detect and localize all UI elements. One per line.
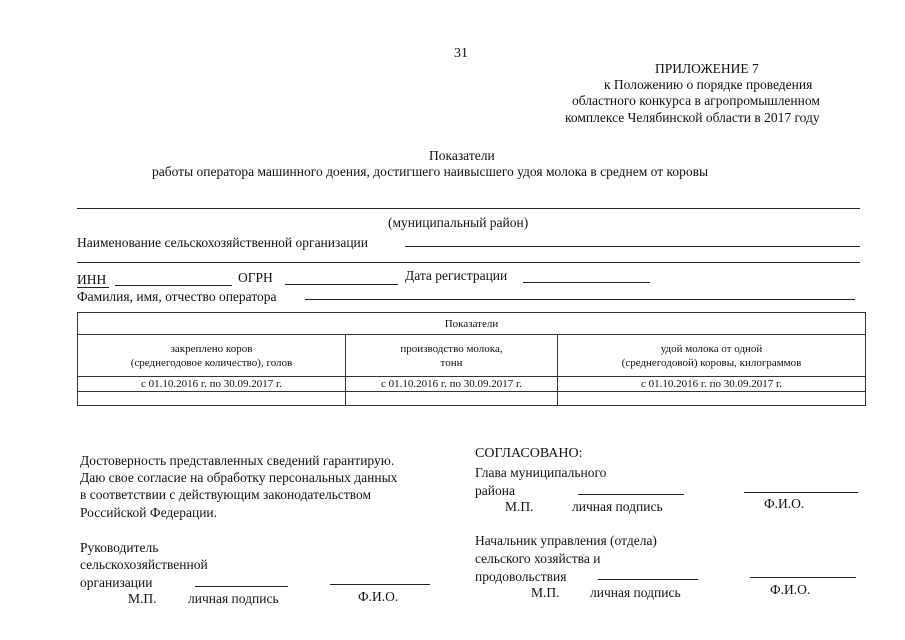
appendix-title: ПРИЛОЖЕНИЕ 7 (655, 61, 759, 76)
head-fio-line[interactable] (330, 584, 430, 585)
value-cell-cows[interactable] (78, 392, 346, 406)
period-cell-milk-yield: с 01.10.2016 г. по 30.09.2017 г. (558, 377, 866, 392)
guarantee-line-3: в соответствии с действующим законодательством (80, 487, 372, 502)
appendix-line-1: к Положению о порядке проведения (604, 77, 813, 92)
document-subtitle: работы оператора машинного доения, достигшего наивысшего удоя молока в среднем от коровы (152, 164, 709, 179)
district-head-stamp-label: М.П. (505, 499, 534, 514)
chief-signature-label: личная подпись (590, 585, 681, 600)
district-head-fio-line[interactable] (744, 492, 858, 493)
column-header-cows: закреплено коров (среднегодовое количество), голов (78, 335, 346, 377)
appendix-line-2: областного конкурса в агропромышленном (572, 93, 820, 108)
column-header-milk-yield: удой молока от одной (среднегодовой) коровы, килограммов (558, 335, 866, 377)
chief-line-3: продовольствия (475, 569, 567, 584)
chief-stamp-label: М.П. (531, 585, 560, 600)
document-title: Показатели (429, 148, 495, 163)
chief-fio-line[interactable] (750, 577, 856, 578)
page-number: 31 (454, 46, 468, 61)
inn-field-line[interactable] (115, 285, 232, 286)
org-name-label: Наименование сельскохозяйственной организации (77, 235, 369, 250)
chief-line-1: Начальник управления (отдела) (475, 533, 657, 548)
table-header: Показатели (78, 313, 866, 335)
head-signature-label: личная подпись (188, 591, 279, 606)
period-cell-milk-production: с 01.10.2016 г. по 30.09.2017 г. (346, 377, 558, 392)
district-head-fio-label: Ф.И.О. (764, 496, 805, 511)
chief-fio-label: Ф.И.О. (770, 582, 811, 597)
approved-heading: СОГЛАСОВАНО: (475, 446, 583, 461)
district-head-signature-label: личная подпись (572, 499, 663, 514)
value-cell-milk-yield[interactable] (558, 392, 866, 406)
head-line-3: организации (80, 575, 153, 590)
org-name-field-line-2[interactable] (77, 262, 860, 263)
reg-date-label: Дата регистрации (405, 268, 508, 283)
org-name-field-line[interactable] (405, 246, 860, 247)
ogrn-field-line[interactable] (285, 284, 398, 285)
ogrn-label: ОГРН (238, 270, 273, 285)
district-head-line-2: района (475, 483, 515, 498)
district-head-signature-line[interactable] (578, 494, 684, 495)
guarantee-line-2: Даю свое согласие на обработку персональных данных (80, 470, 398, 485)
inn-label: ИНН (77, 272, 107, 287)
operator-name-field-line[interactable] (305, 299, 855, 300)
chief-line-2: сельского хозяйства и (475, 551, 601, 566)
column-header-milk-production: производство молока, тонн (346, 335, 558, 377)
appendix-line-3: комплексе Челябинской области в 2017 году (565, 110, 820, 125)
inn-underline (77, 287, 109, 288)
head-line-2: сельскохозяйственной (80, 557, 208, 572)
operator-name-label: Фамилия, имя, отчество оператора (77, 289, 277, 304)
value-cell-milk-production[interactable] (346, 392, 558, 406)
head-line-1: Руководитель (80, 540, 159, 555)
guarantee-line-1: Достоверность представленных сведений гарантирую. (80, 453, 395, 468)
district-head-line-1: Глава муниципального (475, 465, 607, 480)
head-signature-line[interactable] (195, 586, 288, 587)
guarantee-line-4: Российской Федерации. (80, 505, 218, 520)
indicators-table (77, 312, 866, 406)
head-stamp-label: М.П. (128, 591, 157, 606)
head-fio-label: Ф.И.О. (358, 589, 399, 604)
chief-signature-line[interactable] (598, 579, 698, 580)
reg-date-field-line[interactable] (523, 282, 650, 283)
district-caption: (муниципальный район) (388, 215, 529, 230)
district-field-line[interactable] (77, 208, 860, 209)
period-cell-cows: с 01.10.2016 г. по 30.09.2017 г. (78, 377, 346, 392)
